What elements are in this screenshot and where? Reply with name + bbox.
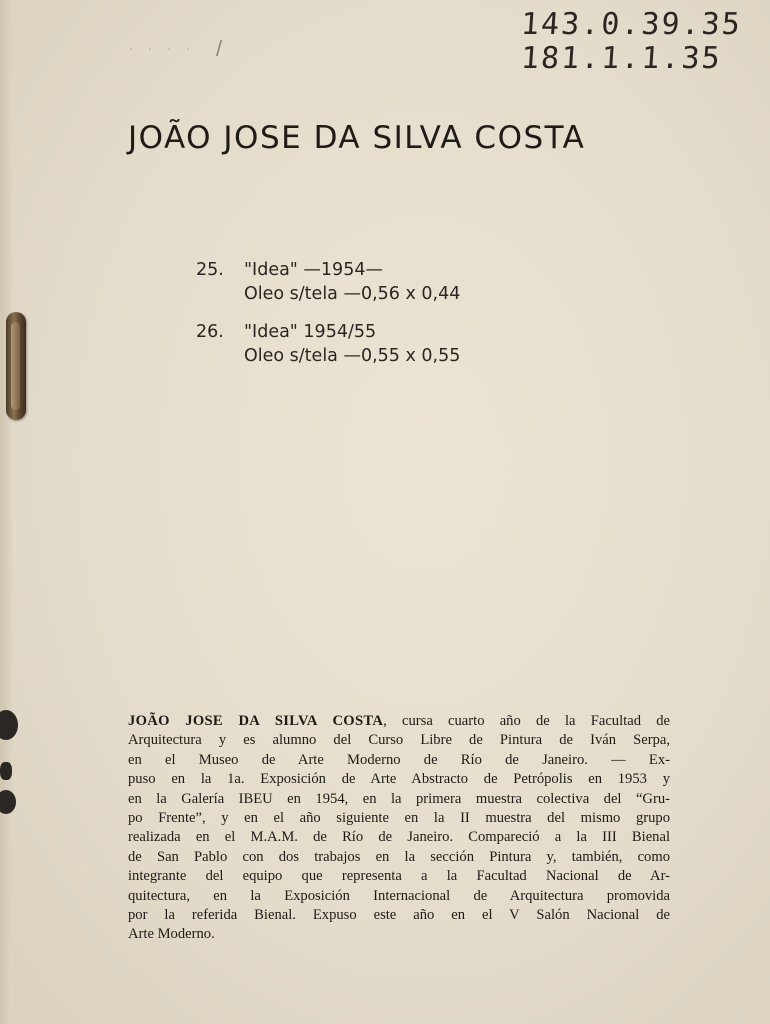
bio-line: en el Museo de Arte Moderno de Río de Janeiro. — Ex-: [128, 751, 670, 768]
punch-hole-icon: [0, 762, 12, 780]
archive-number-line-1: 143.0.39.35: [520, 7, 744, 42]
bio-line: de San Pablo con dos trabajos en la sección Pintura y, también, como: [128, 848, 670, 865]
bio-line: quitectura, en la Exposición Internacional de Arquitectura promovida: [128, 887, 670, 904]
staple-icon: [6, 312, 26, 420]
handwritten-archive-number: [521, 8, 742, 76]
work-number: 26.: [196, 322, 224, 342]
artist-biography: [128, 712, 670, 945]
work-item: [196, 258, 460, 306]
bio-artist-name: JOÃO JOSE DA SILVA COSTA: [128, 713, 384, 729]
work-title: "Idea" —1954—: [244, 260, 383, 280]
faint-stamp: · · · ·: [128, 38, 195, 58]
punch-hole-icon: [0, 710, 18, 740]
staple-highlight: [11, 322, 20, 410]
page-title: JOÃO JOSE DA SILVA COSTA: [128, 120, 586, 156]
bio-line: integrante del equipo que representa a la Facultad Nacional de Ar-: [128, 868, 670, 885]
bio-line: por la referida Bienal. Expuso este año en el V Salón Nacional de: [128, 907, 670, 924]
page-binding-edge: [0, 0, 12, 1024]
bio-line: puso en la 1a. Exposición de Arte Abstracto de Petrópolis en 1953 y: [128, 771, 670, 788]
bio-line: po Frente”, y en el año siguiente en la II muestra del mismo grupo: [128, 810, 670, 827]
bio-line: JOÃO JOSE DA SILVA COSTA, cursa cuarto año de la Facultad de: [128, 713, 670, 729]
work-number: 25.: [196, 260, 224, 280]
bio-line: realizada en el M.A.M. de Río de Janeiro. Compareció a la III Bienal: [128, 829, 670, 846]
work-title: "Idea" 1954/55: [244, 322, 377, 342]
bio-line: Arte Moderno.: [128, 926, 215, 943]
work-medium: Oleo s/tela —0,56 x 0,44: [244, 284, 461, 304]
punch-hole-icon: [0, 790, 16, 814]
work-medium: Oleo s/tela —0,55 x 0,55: [244, 346, 461, 366]
pencil-mark: /: [216, 36, 223, 61]
works-list: [196, 258, 460, 382]
archive-number-line-2: 181.1.1.35: [520, 41, 724, 76]
bio-line: Arquitectura y es alumno del Curso Libre de Pintura de Iván Serpa,: [128, 732, 670, 749]
bio-line: en la Galería IBEU en 1954, en la primera muestra colectiva del “Gru-: [128, 790, 670, 807]
work-item: [196, 320, 460, 368]
